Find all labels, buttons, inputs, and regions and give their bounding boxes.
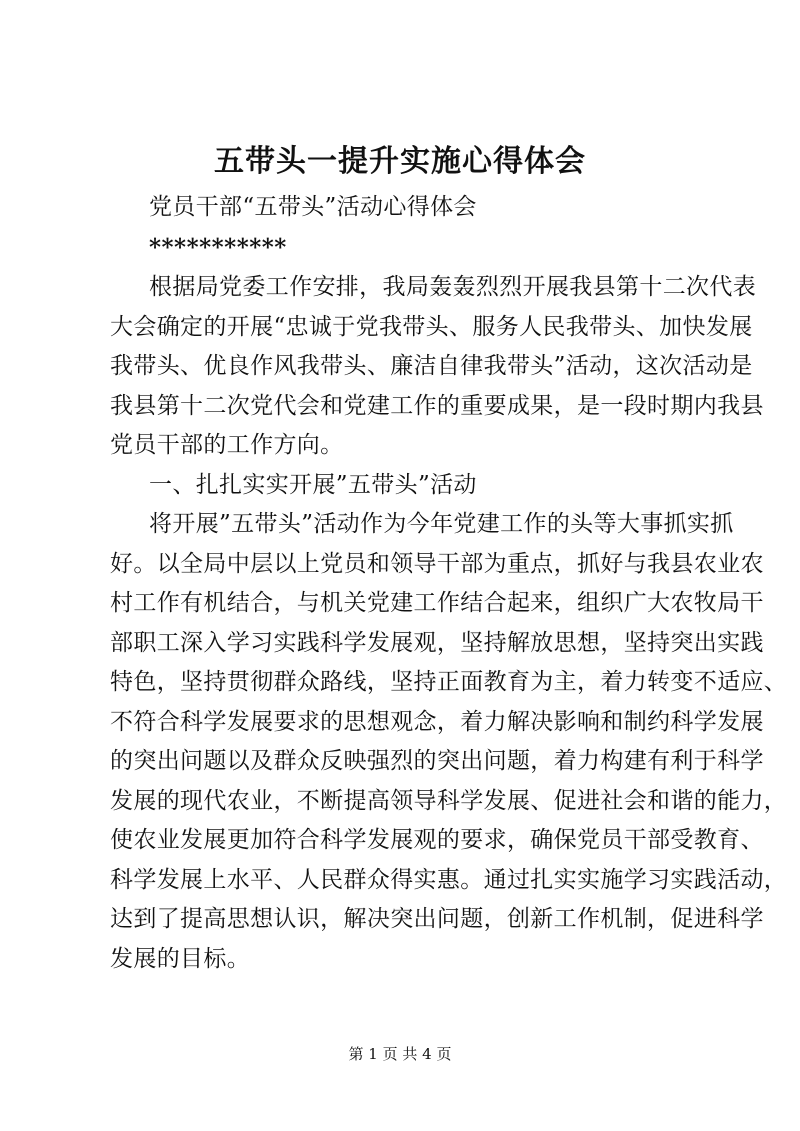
paragraph-line: 好。以全局中层以上党员和领导干部为重点，抓好与我县农业农 <box>110 551 764 577</box>
paragraph-line: 党员干部的工作方向。 <box>110 432 344 458</box>
paragraph-line: 发展的目标。 <box>110 946 251 972</box>
separator-stars: *********** <box>149 234 287 261</box>
paragraph-line: 我带头、优良作风我带头、廉洁自律我带头”活动，这次活动是 <box>110 353 753 379</box>
paragraph-line: 大会确定的开展“忠诚于党我带头、服务人民我带头、加快发展 <box>110 314 753 340</box>
paragraph-line: 我县第十二次党代会和党建工作的重要成果，是一段时期内我县 <box>110 393 764 419</box>
paragraph-line: 根据局党委工作安排，我局轰轰烈烈开展我县第十二次代表 <box>149 274 757 300</box>
paragraph-line: 特色，坚持贯彻群众路线，坚持正面教育为主，着力转变不适应、 <box>110 669 788 695</box>
paragraph-line: 村工作有机结合，与机关党建工作结合起来，组织广大农牧局干 <box>110 590 764 616</box>
document-subtitle: 党员干部“五带头”活动心得体会 <box>149 194 477 220</box>
document-title: 五带头一提升实施心得体会 <box>214 144 586 179</box>
paragraph-line: 的突出问题以及群众反映强烈的突出问题，着力构建有利于科学 <box>110 748 764 774</box>
page-number-footer: 第 1 页 共 4 页 <box>348 1045 452 1063</box>
section-heading: 一、扎扎实实开展”五带头”活动 <box>149 472 477 498</box>
paragraph-line: 部职工深入学习实践科学发展观，坚持解放思想，坚持突出实践 <box>110 630 764 656</box>
paragraph-line: 达到了提高思想认识，解决突出问题，创新工作机制，促进科学 <box>110 906 764 932</box>
paragraph-line: 将开展”五带头”活动作为今年党建工作的头等大事抓实抓 <box>149 511 734 537</box>
paragraph-line: 使农业发展更加符合科学发展观的要求，确保党员干部受教育、 <box>110 827 764 853</box>
paragraph-line: 不符合科学发展要求的思想观念，着力解决影响和制约科学发展 <box>110 709 764 735</box>
paragraph-line: 发展的现代农业，不断提高领导科学发展、促进社会和谐的能力， <box>110 788 788 814</box>
paragraph-line: 科学发展上水平、人民群众得实惠。通过扎实实施学习实践活动， <box>110 867 788 893</box>
